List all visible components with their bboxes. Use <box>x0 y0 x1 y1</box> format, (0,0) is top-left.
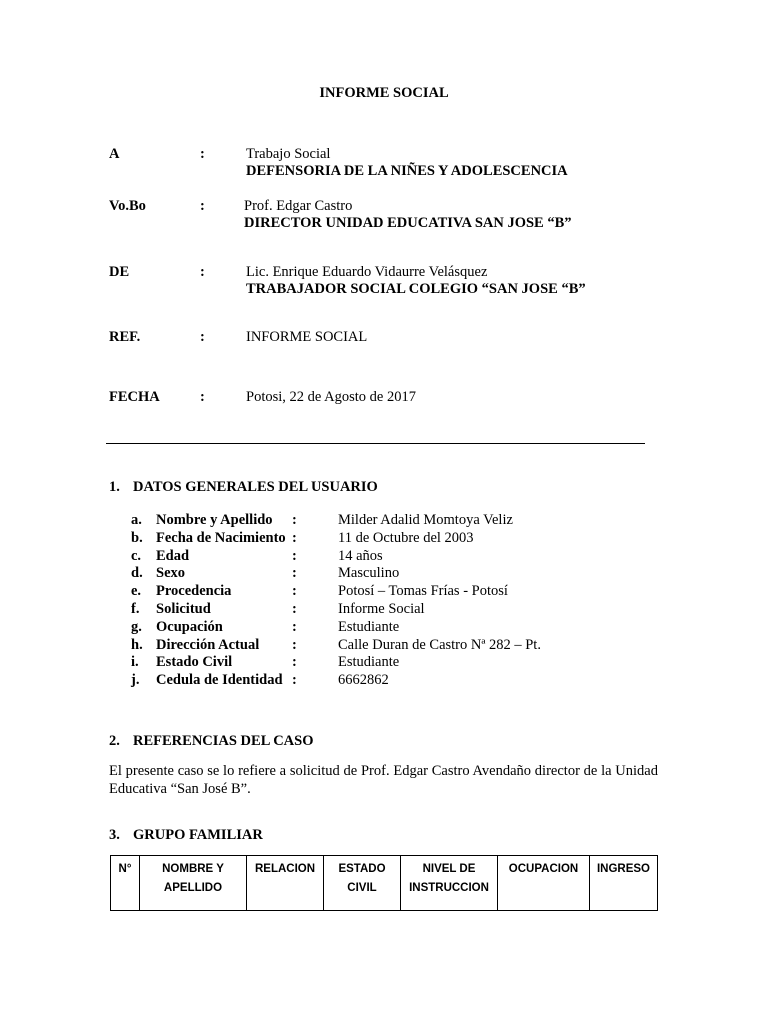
item-label: Estado Civil <box>156 654 233 671</box>
item-colon: : <box>292 529 297 546</box>
header-colon: : <box>200 198 205 214</box>
item-letter: i. <box>131 654 139 671</box>
section-title: DATOS GENERALES DEL USUARIO <box>133 479 378 495</box>
header-colon: : <box>200 389 205 405</box>
item-label: Sexo <box>156 565 185 582</box>
header-colon: : <box>200 146 205 162</box>
item-letter: c. <box>131 547 142 564</box>
item-value: Calle Duran de Castro Nª 282 – Pt. <box>338 636 541 653</box>
table-header-cell: OCUPACION <box>498 856 590 911</box>
item-colon: : <box>292 618 297 635</box>
item-label: Fecha de Nacimiento <box>156 529 286 546</box>
item-value: 11 de Octubre del 2003 <box>338 529 474 546</box>
item-value: Masculino <box>338 565 400 582</box>
section-number: 1. <box>109 479 120 495</box>
item-colon: : <box>292 565 297 582</box>
item-letter: g. <box>131 618 142 635</box>
section-title: GRUPO FAMILIAR <box>133 827 263 843</box>
header-value <box>244 198 572 232</box>
item-label: Edad <box>156 547 190 564</box>
item-value: 6662862 <box>338 672 389 689</box>
referencias-paragraph: El presente caso se lo refiere a solicitud de Prof. Edgar Castro Avendaño director de la Unidad Educativa “San José B”. <box>109 763 658 797</box>
item-letter: b. <box>131 529 143 546</box>
header-value <box>246 264 586 298</box>
header-label: REF. <box>109 329 141 345</box>
header-label: DE <box>109 264 130 280</box>
header-value-line1: INFORME SOCIAL <box>246 329 368 345</box>
item-colon: : <box>292 654 297 671</box>
item-value: Milder Adalid Momtoya Veliz <box>338 512 513 528</box>
item-colon: : <box>292 636 297 653</box>
item-letter: j. <box>131 672 140 689</box>
table-header-cell: RELACION <box>247 856 324 911</box>
item-value: Potosí – Tomas Frías - Potosí <box>338 583 508 600</box>
header-value <box>246 329 367 346</box>
item-label: Nombre y Apellido <box>156 512 273 528</box>
item-label: Procedencia <box>156 583 232 600</box>
item-label: Ocupación <box>156 618 223 635</box>
header-value-line2: TRABAJADOR SOCIAL COLEGIO “SAN JOSE “B” <box>246 281 586 297</box>
table-header-cell: ESTADO CIVIL <box>324 856 401 911</box>
item-letter: d. <box>131 565 143 582</box>
item-colon: : <box>292 547 297 564</box>
header-value-line2: DIRECTOR UNIDAD EDUCATIVA SAN JOSE “B” <box>244 215 572 231</box>
section-heading-referencias <box>109 733 314 750</box>
header-value <box>246 389 416 406</box>
header-colon: : <box>200 264 205 280</box>
section-heading-grupo-familiar <box>109 827 263 844</box>
header-value-line2: DEFENSORIA DE LA NIÑES Y ADOLESCENCIA <box>246 163 568 179</box>
item-colon: : <box>292 583 297 600</box>
header-value-line1: Lic. Enrique Eduardo Vidaurre Velásquez <box>246 264 488 280</box>
item-label: Dirección Actual <box>156 636 260 653</box>
section-number: 3. <box>109 827 120 843</box>
horizontal-rule <box>106 443 645 444</box>
document-title: INFORME SOCIAL <box>319 85 449 101</box>
table-header-row <box>111 856 658 911</box>
header-label: A <box>109 146 120 162</box>
family-table <box>110 855 658 911</box>
item-label: Solicitud <box>156 600 211 617</box>
item-value: Informe Social <box>338 600 425 617</box>
header-colon: : <box>200 329 205 345</box>
item-colon: : <box>292 672 297 689</box>
item-value: Estudiante <box>338 618 400 635</box>
section-title: REFERENCIAS DEL CASO <box>133 733 314 749</box>
header-label: FECHA <box>109 389 160 405</box>
item-letter: e. <box>131 583 142 600</box>
header-value <box>246 146 568 180</box>
item-letter: f. <box>131 600 140 617</box>
section-number: 2. <box>109 733 120 749</box>
item-colon: : <box>292 512 297 528</box>
item-value: Estudiante <box>338 654 400 671</box>
item-colon: : <box>292 600 297 617</box>
item-value: 14 años <box>338 547 383 564</box>
header-value-line1: Trabajo Social <box>246 146 331 162</box>
table-header-cell: N° <box>111 856 140 911</box>
table-header-cell: INGRESO <box>590 856 658 911</box>
item-letter: a. <box>131 512 142 528</box>
table-header-cell: NOMBRE Y APELLIDO <box>140 856 247 911</box>
section-heading-datos <box>109 479 378 496</box>
header-value-line1: Potosi, 22 de Agosto de 2017 <box>246 389 416 405</box>
header-label: Vo.Bo <box>109 198 146 214</box>
item-letter: h. <box>131 636 143 653</box>
header-value-line1: Prof. Edgar Castro <box>244 198 353 214</box>
table-header-cell: NIVEL DE INSTRUCCION <box>401 856 498 911</box>
item-label: Cedula de Identidad <box>156 672 283 689</box>
